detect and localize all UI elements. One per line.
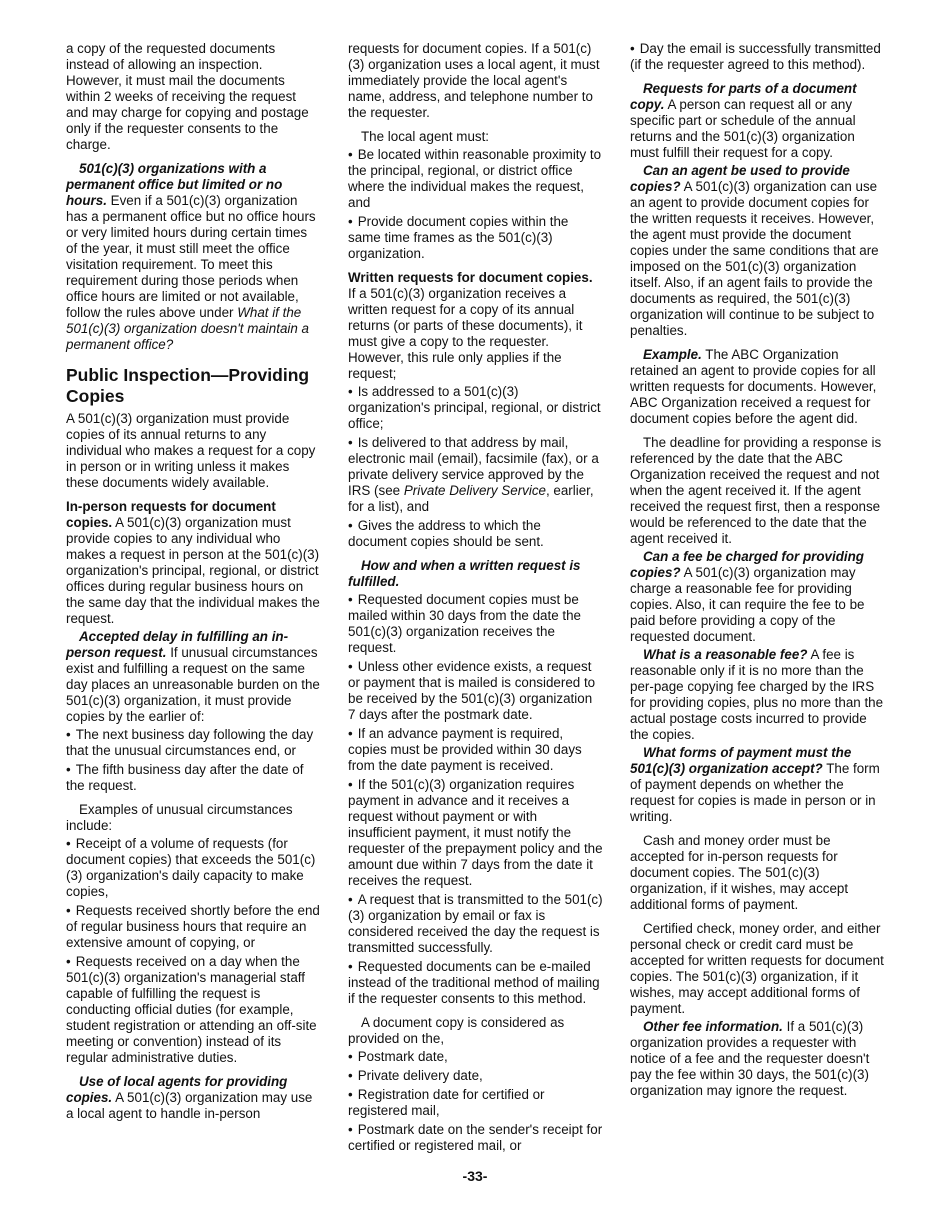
run-in-heading: Written requests for document copies. <box>348 270 593 285</box>
list-item: • Provide document copies within the same time frames as the 501(c)(3) organization. <box>348 214 603 262</box>
paragraph-fee <box>630 549 886 645</box>
paragraph-reasonable-fee <box>630 647 886 743</box>
run-in-heading: What is a reasonable fee? <box>643 647 808 662</box>
list-item: • Private delivery date, <box>348 1068 603 1084</box>
page-number: -33- <box>462 1168 488 1184</box>
cross-reference: What if the 501(c)(3) organization doesn't maintain a permanent office? <box>66 305 309 352</box>
paragraph-limited-hours <box>66 161 320 353</box>
list-item: • Unless other evidence exists, a request or payment that is mailed is considered to be received by the 501(c)(3) organization 7 days after the postmark date. <box>348 659 603 723</box>
list-item: • The next business day following the day that the unusual circumstances end, or <box>66 727 320 759</box>
list-item: • Postmark date, <box>348 1049 603 1065</box>
paragraph: The local agent must: <box>361 129 490 144</box>
run-in-heading: In-person requests for document copies. <box>66 499 276 530</box>
paragraph: The deadline for providing a response is referenced by the date that the ABC Organization received the request and not when the agent received it. If the agent received the request first, then a response would be referenced to the date that the agent received it. <box>630 435 882 546</box>
paragraph: A 501(c)(3) organization must provide copies of its annual returns to any individual who makes a request for a copy in person or in writing unless it makes these documents widely available. <box>66 411 316 490</box>
paragraph: a copy of the requested documents instead of allowing an inspection. However, it must mail the documents within 2 weeks of receiving the request and may charge for copying and postage only if the requester consents to the charge. <box>66 41 309 152</box>
paragraph-text: If unusual circumstances exist and fulfilling a request on the same day places an unreasonable burden on the 501(c)(3) organization, it must provide copies by the earlier of: <box>66 645 320 724</box>
paragraph-payment-forms <box>630 745 886 825</box>
list-item: • Requests received shortly before the end of regular business hours that require an extensive amount of copying, or <box>66 903 320 951</box>
paragraph-text: A 501(c)(3) organization can use an agent to provide document copies for the written requests it receives. However, the agent must provide the document copies under the same conditions that are imposed on the 501(c)(3) organization itself. Also, if an agent fails to provide the documents as required, the 501(c)(3) organization will continue to be subject to penalties. <box>630 179 879 338</box>
paragraph-parts-of-copy <box>630 81 886 161</box>
list-item: • Receipt of a volume of requests (for document copies) that exceeds the 501(c)(3) organization's daily capacity to make copies, <box>66 836 320 900</box>
list-item: • If an advance payment is required, copies must be provided within 30 days from the date payment is received. <box>348 726 603 774</box>
paragraph-written-fulfilled <box>348 558 603 590</box>
paragraph: Examples of unusual circumstances include: <box>66 802 293 833</box>
run-in-heading: Can a fee be charged for providing copies? <box>630 549 864 580</box>
paragraph-in-person-requests <box>66 499 320 627</box>
paragraph: Cash and money order must be accepted for in-person requests for document copies. The 501(c)(3) organization, if it wishes, may accept additional forms of payment. <box>630 833 849 912</box>
list-item <box>348 435 603 515</box>
section-heading: Public Inspection—Providing Copies <box>66 365 310 406</box>
run-in-heading: Other fee information. <box>643 1019 783 1034</box>
list-item-text: Is delivered to that address by mail, electronic mail (email), facsimile (fax), or a private delivery service approved by the IRS (see <box>348 435 599 498</box>
list-item: • The fifth business day after the date of the request. <box>66 762 320 794</box>
paragraph-example <box>630 347 886 427</box>
paragraph-text: If a 501(c)(3) organization receives a written request for a copy of its annual returns (or parts of these documents), it must give a copy to the requester. However, this rule only applies if the request; <box>348 286 583 381</box>
cross-reference: Private Delivery Service <box>403 483 546 498</box>
run-in-heading: Accepted delay in fulfilling an in-person request. <box>66 629 289 660</box>
run-in-heading: 501(c)(3) organizations with a permanent office but limited or no hours. <box>66 161 283 208</box>
paragraph-written-requests <box>348 270 603 382</box>
list-item: • Day the email is successfully transmitted (if the requester agreed to this method). <box>630 41 886 73</box>
paragraph-text: If a 501(c)(3) organization provides a requester with notice of a fee and the requester doesn't pay the fee within 30 days, the 501(c)(3) organization may ignore the request. <box>630 1019 870 1098</box>
bullet-list <box>66 836 320 1066</box>
paragraph-text: A person can request all or any specific part or schedule of the annual returns and the 501(c)(3) organization must fulfill their request for a copy. <box>630 97 856 160</box>
paragraph-text: Even if a 501(c)(3) organization has a permanent office but no office hours or very limited hours during certain times of the year, it must still meet the office visitation requirement. To meet this requirement during those periods when office hours are limited or not available, follow the rules above under <box>66 193 316 320</box>
list-item: • Gives the address to which the document copies should be sent. <box>348 518 603 550</box>
run-in-heading: Example. <box>643 347 702 362</box>
bullet-list <box>630 41 886 73</box>
list-item: • Requests received on a day when the 501(c)(3) organization's managerial staff capable of fulfilling the request is conducting official duties (for example, student registration or attending an off-site meeting or convention) instead of its regular administrative duties. <box>66 954 320 1066</box>
list-item: • Postmark date on the sender's receipt for certified or registered mail, or <box>348 1122 603 1154</box>
bullet-list <box>348 592 603 1007</box>
list-item: • Be located within reasonable proximity to the principal, regional, or district office where the individual makes the request, and <box>348 147 603 211</box>
paragraph-other-fee <box>630 1019 886 1099</box>
paragraph-text: A 501(c)(3) organization may charge a reasonable fee for providing copies. Also, it can require the fee to be paid before providing a copy of the requested document. <box>630 565 865 644</box>
list-item: • Requested document copies must be mailed within 30 days from the date the 501(c)(3) organization receives the request. <box>348 592 603 656</box>
list-item: • If the 501(c)(3) organization requires payment in advance and it receives a request without payment or with insufficient payment, it must notify the requester of the prepayment policy and the amount due within 7 days from the date it receives the request. <box>348 777 603 889</box>
run-in-heading: How and when a written request is fulfilled. <box>348 558 581 589</box>
paragraph: Certified check, money order, and either personal check or credit card must be accepted for written requests for document copies. The 501(c)(3) organization, if it wishes, may accept additional forms of payment. <box>630 921 884 1016</box>
paragraph: A document copy is considered as provided on the, <box>348 1015 565 1046</box>
column-1 <box>66 41 320 1130</box>
paragraph-text: A 501(c)(3) organization may use a local agent to handle in-person <box>66 1090 313 1121</box>
list-item: • Is addressed to a 501(c)(3) organization's principal, regional, or district office; <box>348 384 603 432</box>
paragraph-text: The form of payment depends on whether the request for copies is made in person or in writing. <box>630 761 880 824</box>
run-in-heading: Requests for parts of a document copy. <box>630 81 857 112</box>
column-3 <box>630 41 886 1107</box>
run-in-heading: Can an agent be used to provide copies? <box>630 163 850 194</box>
run-in-heading: What forms of payment must the 501(c)(3) organization accept? <box>630 745 852 776</box>
paragraph-text: The ABC Organization retained an agent to provide copies for all written requests for documents. However, ABC Organization received a request for document copies before the agent did. <box>630 347 877 426</box>
bullet-list <box>348 1049 603 1154</box>
list-item-text: , earlier, for a list), and <box>348 483 594 514</box>
paragraph-agent-copies <box>630 163 886 339</box>
paragraph: requests for document copies. If a 501(c)(3) organization uses a local agent, it must immediately provide the local agent's name, address, and telephone number to the requester. <box>348 41 600 120</box>
paragraph-accepted-delay <box>66 629 320 725</box>
bullet-list <box>348 384 603 550</box>
bullet-list <box>348 147 603 262</box>
run-in-heading: Use of local agents for providing copies. <box>66 1074 288 1105</box>
paragraph-local-agents <box>66 1074 320 1122</box>
paragraph-text: A fee is reasonable only if it is no more than the per-page copying fee charged by the IRS for providing copies, plus no more than the actual postage costs incurred to provide the copies. <box>630 647 884 742</box>
list-item: • A request that is transmitted to the 501(c)(3) organization by email or fax is considered received the day the request is transmitted successfully. <box>348 892 603 956</box>
list-item: • Registration date for certified or registered mail, <box>348 1087 603 1119</box>
list-item: • Requested documents can be e-mailed instead of the traditional method of mailing if the requester consents to this method. <box>348 959 603 1007</box>
bullet-list <box>66 727 320 794</box>
column-2 <box>348 41 603 1162</box>
paragraph-text: A 501(c)(3) organization must provide copies to any individual who makes a request in person at the 501(c)(3) organization's principal, regional, or district offices during regular business hours on the same day that the individual makes the request. <box>66 515 320 626</box>
